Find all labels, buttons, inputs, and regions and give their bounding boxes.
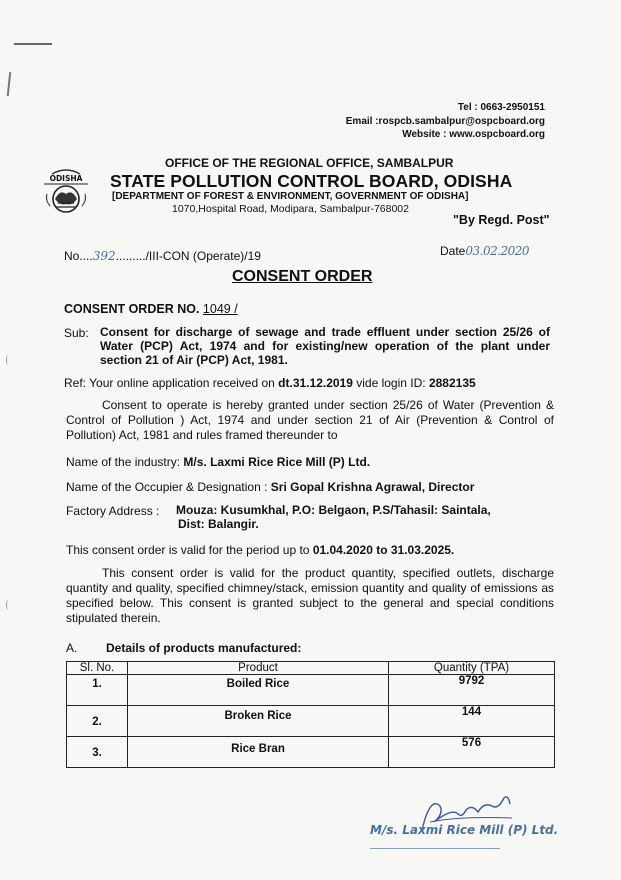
margin-paren-mark bbox=[6, 355, 11, 365]
margin-tick-mark bbox=[7, 72, 11, 96]
products-table bbox=[66, 661, 555, 768]
row-product: Broken Rice bbox=[128, 706, 389, 737]
consent-order-number: CONSENT ORDER NO. 1049 / bbox=[64, 302, 238, 316]
subject-text: Consent for discharge of sewage and trade effluent under section 25/26 of Water (PCP) Act, 1974 and for existing/new operation of the plant under section 21 of Air (PCP) Act, 1981. bbox=[100, 325, 550, 367]
delivery-mode: "By Regd. Post" bbox=[453, 213, 550, 227]
letter-number: No....392........./III-CON (Operate)/19 bbox=[64, 249, 261, 263]
row-sl-no: 1. bbox=[67, 675, 128, 706]
order-number-value: 1049 / bbox=[202, 302, 238, 316]
table-row bbox=[67, 706, 555, 737]
board-name: STATE POLLUTION CONTROL BOARD, ODISHA bbox=[110, 171, 513, 191]
application-date: dt.31.12.2019 bbox=[278, 376, 353, 390]
department-name: [DEPARTMENT OF FOREST & ENVIRONMENT, GOVERNMENT OF ODISHA] bbox=[112, 191, 469, 202]
header-product: Product bbox=[128, 662, 389, 675]
handwritten-letter-number: 392 bbox=[92, 249, 116, 263]
industry-name: Name of the industry: M/s. Laxmi Rice Rice Mill (P) Ltd. bbox=[66, 455, 371, 469]
signatory-company: M/s. Laxmi Rice Mill (P) Ltd. bbox=[370, 823, 559, 837]
table-header-row bbox=[67, 662, 555, 675]
factory-address-value: Mouza: Kusumkhal, P.O: Belgaon, P.S/Tahasil: Saintala, Dist: Balangir. bbox=[176, 503, 491, 531]
signature-underline bbox=[370, 848, 500, 849]
row-product: Rice Bran bbox=[128, 737, 389, 768]
contact-email: Email :rospcb.sambalpur@ospcboard.org bbox=[345, 116, 545, 127]
office-address: 1070,Hospital Road, Modipara, Sambalpur-768002 bbox=[172, 203, 409, 215]
office-name: OFFICE OF THE REGIONAL OFFICE, SAMBALPUR bbox=[165, 156, 454, 170]
table-row bbox=[67, 737, 555, 768]
validity-period: 01.04.2020 to 31.03.2025. bbox=[312, 543, 455, 557]
validity-paragraph: This consent order is valid for the product quantity, specified outlets, discharge quantity and quality, specified chimney/stack, emission quantity and quality of emissions as specified below. This consent is granted subject to the general and special conditions stipulated therein. bbox=[66, 566, 554, 625]
section-a-heading: A. Details of products manufactured: bbox=[66, 641, 302, 655]
letter-date: Date03.02.2020 bbox=[440, 244, 530, 258]
occupier-designation: Name of the Occupier & Designation : Sri Gopal Krishna Agrawal, Director bbox=[66, 480, 475, 494]
reference-line: Ref: Your online application received on dt.31.12.2019 vide login ID: 2882135 bbox=[64, 376, 476, 390]
occupier-value: Sri Gopal Krishna Agrawal, Director bbox=[270, 480, 475, 494]
contact-website: Website : www.ospcboard.org bbox=[402, 129, 545, 140]
validity-line: This consent order is valid for the period up to 01.04.2020 to 31.03.2025. bbox=[66, 543, 455, 557]
margin-dash-mark bbox=[14, 43, 52, 45]
row-quantity: 9792 bbox=[389, 675, 555, 706]
row-sl-no: 3. bbox=[67, 737, 128, 768]
login-id: 2882135 bbox=[428, 376, 476, 390]
row-sl-no: 2. bbox=[67, 706, 128, 737]
logo-label: ODISHA bbox=[49, 174, 83, 183]
grant-paragraph: Consent to operate is hereby granted under section 25/26 of Water (Prevention & Control of Pollution ) Act, 1974 and under section 21 of Air (Prevention & Control of Pollution) Act, 1981 and rules framed thereunder to bbox=[66, 398, 554, 442]
subject-label: Sub: bbox=[64, 326, 89, 340]
header-sl-no: Sl. No. bbox=[67, 662, 128, 675]
header-quantity: Quantity (TPA) bbox=[389, 662, 555, 675]
table-row bbox=[67, 675, 555, 706]
document-title: CONSENT ORDER bbox=[232, 268, 373, 285]
row-quantity: 576 bbox=[389, 737, 555, 768]
contact-tel: Tel : 0663-2950151 bbox=[457, 102, 545, 113]
row-quantity: 144 bbox=[389, 706, 555, 737]
odisha-emblem-logo bbox=[38, 168, 94, 214]
factory-address-label: Factory Address : bbox=[66, 504, 160, 518]
margin-paren-mark bbox=[6, 600, 11, 610]
handwritten-date: 03.02.2020 bbox=[465, 244, 530, 258]
industry-name-value: M/s. Laxmi Rice Rice Mill (P) Ltd. bbox=[183, 455, 371, 469]
row-product: Boiled Rice bbox=[128, 675, 389, 706]
